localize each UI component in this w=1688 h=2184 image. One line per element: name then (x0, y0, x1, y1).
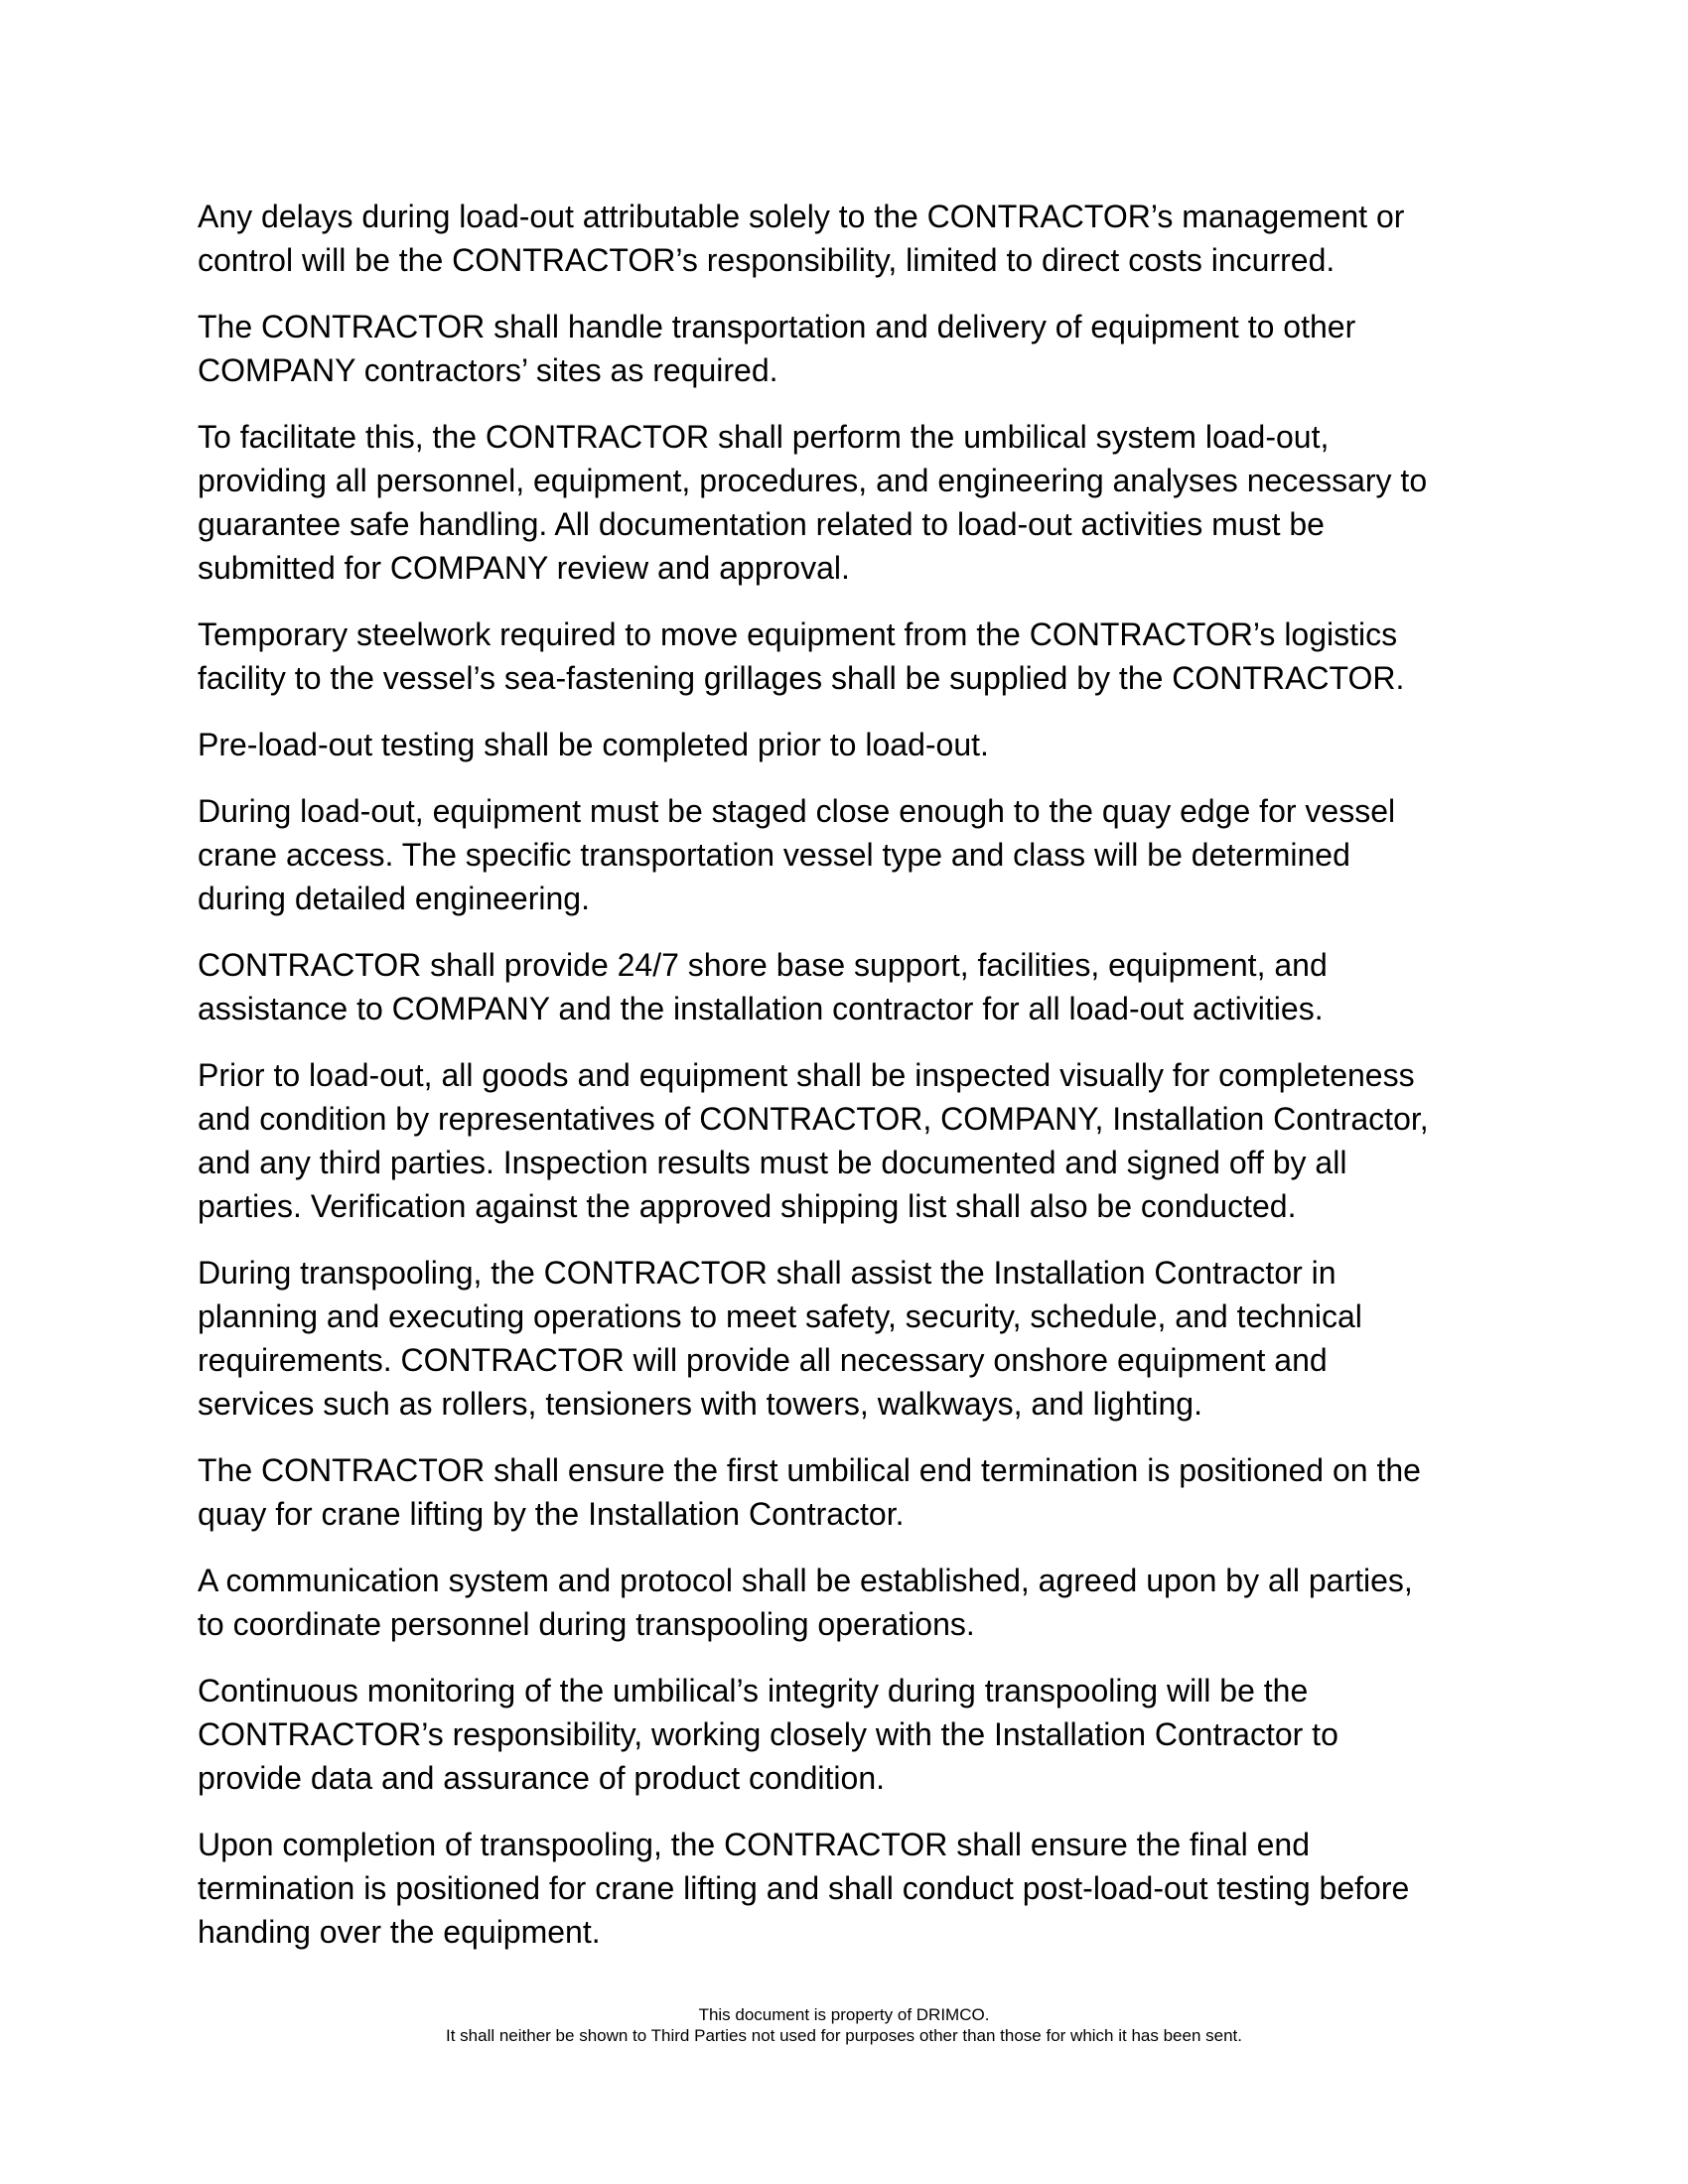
paragraph-line: Upon completion of transpooling, the CONTRACTOR shall ensure the final end (198, 1827, 1310, 1862)
paragraph-line: Prior to load-out, all goods and equipment shall be inspected visually for completeness (198, 1057, 1415, 1093)
paragraph-line: termination is positioned for crane lifting and shall conduct post-load-out testing before (198, 1870, 1410, 1906)
paragraph-line: A communication system and protocol shall be established, agreed upon by all parties, (198, 1563, 1413, 1598)
paragraph-line: to coordinate personnel during transpooling operations. (198, 1606, 975, 1642)
paragraph-8 (198, 1053, 1503, 1228)
paragraph-line: and any third parties. Inspection results must be documented and signed off by all (198, 1145, 1347, 1180)
paragraph-line: during detailed engineering. (198, 881, 590, 916)
paragraph-2 (198, 305, 1503, 392)
paragraph-6 (198, 789, 1503, 920)
paragraph-line: guarantee safe handling. All documentation related to load-out activities must be (198, 506, 1325, 542)
paragraph-5 (198, 723, 1503, 766)
paragraph-line: requirements. CONTRACTOR will provide all necessary onshore equipment and (198, 1342, 1328, 1378)
footer-confidentiality-notice: It shall neither be shown to Third Parties not used for purposes other than those for which it has been sent. (446, 2026, 1242, 2045)
paragraph-line: services such as rollers, tensioners with towers, walkways, and lighting. (198, 1386, 1202, 1422)
paragraph-10 (198, 1448, 1503, 1536)
paragraph-3 (198, 415, 1503, 590)
paragraph-line: During transpooling, the CONTRACTOR shall assist the Installation Contractor in (198, 1255, 1336, 1291)
paragraph-line: The CONTRACTOR shall handle transportation and delivery of equipment to other (198, 309, 1356, 344)
paragraph-1 (198, 195, 1503, 282)
paragraph-11 (198, 1559, 1503, 1646)
paragraph-line: To facilitate this, the CONTRACTOR shall perform the umbilical system load-out, (198, 419, 1330, 455)
paragraph-12 (198, 1669, 1503, 1800)
page-footer (0, 2004, 1688, 2046)
paragraph-line: provide data and assurance of product condition. (198, 1760, 886, 1796)
paragraph-line: submitted for COMPANY review and approval. (198, 550, 850, 586)
paragraph-line: COMPANY contractors’ sites as required. (198, 352, 778, 388)
paragraph-line: The CONTRACTOR shall ensure the first umbilical end termination is positioned on the (198, 1452, 1421, 1488)
footer-property-notice: This document is property of DRIMCO. (698, 2005, 990, 2024)
paragraph-line: CONTRACTOR’s responsibility, working closely with the Installation Contractor to (198, 1716, 1338, 1752)
paragraph-line: Temporary steelwork required to move equipment from the CONTRACTOR’s logistics (198, 616, 1398, 652)
document-body (198, 195, 1503, 1977)
paragraph-line: crane access. The specific transportation vessel type and class will be determined (198, 837, 1350, 873)
paragraph-line: Pre-load-out testing shall be completed prior to load-out. (198, 727, 989, 762)
paragraph-line: and condition by representatives of CONTRACTOR, COMPANY, Installation Contractor, (198, 1101, 1429, 1137)
paragraph-line: assistance to COMPANY and the installation contractor for all load-out activities. (198, 991, 1324, 1026)
paragraph-line: During load-out, equipment must be staged close enough to the quay edge for vessel (198, 793, 1396, 829)
paragraph-line: providing all personnel, equipment, procedures, and engineering analyses necessary to (198, 463, 1428, 498)
paragraph-line: control will be the CONTRACTOR’s responsibility, limited to direct costs incurred. (198, 242, 1336, 278)
paragraph-line: handing over the equipment. (198, 1914, 601, 1950)
paragraph-4 (198, 613, 1503, 700)
paragraph-line: Continuous monitoring of the umbilical’s integrity during transpooling will be the (198, 1673, 1309, 1708)
paragraph-line: planning and executing operations to meet safety, security, schedule, and technical (198, 1298, 1362, 1334)
paragraph-7 (198, 943, 1503, 1030)
paragraph-line: CONTRACTOR shall provide 24/7 shore base support, facilities, equipment, and (198, 947, 1328, 983)
paragraph-9 (198, 1251, 1503, 1426)
paragraph-line: Any delays during load-out attributable solely to the CONTRACTOR’s management or (198, 199, 1405, 234)
paragraph-line: quay for crane lifting by the Installation Contractor. (198, 1496, 905, 1532)
paragraph-line: facility to the vessel’s sea-fastening grillages shall be supplied by the CONTRACTOR. (198, 660, 1405, 696)
paragraph-line: parties. Verification against the approved shipping list shall also be conducted. (198, 1188, 1297, 1224)
paragraph-13 (198, 1823, 1503, 1954)
